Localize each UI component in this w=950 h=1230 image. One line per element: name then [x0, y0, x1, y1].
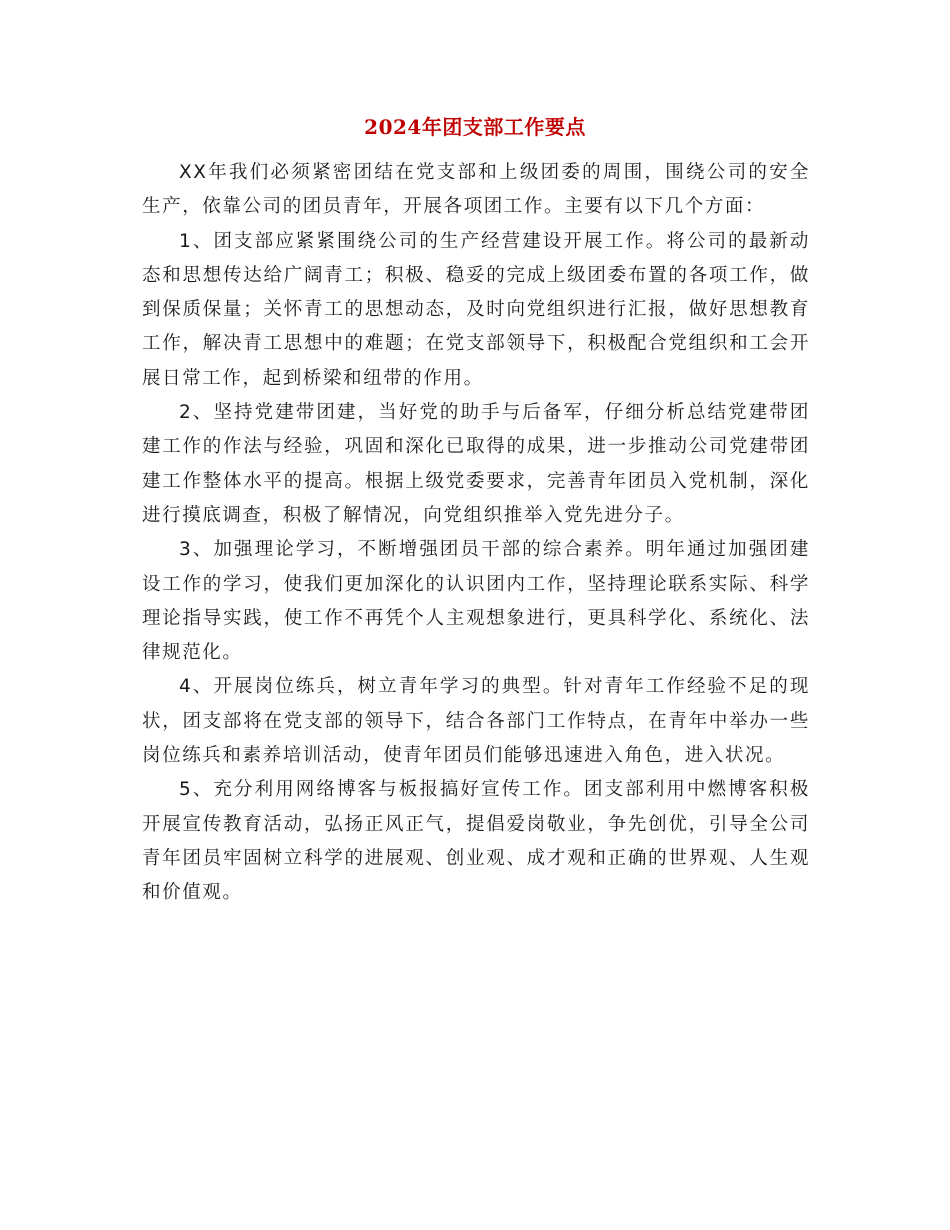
document-title: 2024年团支部工作要点: [364, 115, 586, 139]
intro-paragraph: XX年我们必须紧密团结在党支部和上级团委的周围，围绕公司的安全生产，依靠公司的团员青年，开展各项团工作。主要有以下几个方面：: [142, 162, 810, 218]
point-2-paragraph: 2、坚持党建带团建，当好党的助手与后备军，仔细分析总结党建带团建工作的作法与经验，巩固和深化已取得的成果，进一步推动公司党建带团建工作整体水平的提高。根据上级党委要求，完善青年团员入党机制，深化进行摸底调查，积极了解情况，向党组织推举入党先进分子。: [142, 402, 810, 526]
point-1-paragraph: 1、团支部应紧紧围绕公司的生产经营建设开展工作。将公司的最新动态和思想传达给广阔青工；积极、稳妥的完成上级团委布置的各项工作，做到保质保量；关怀青工的思想动态，及时向党组织进行汇报，做好思想教育工作，解决青工思想中的难题；在党支部领导下，积极配合党组织和工会开展日常工作，起到桥梁和纽带的作用。: [142, 230, 810, 389]
point-4-paragraph: 4、开展岗位练兵，树立青年学习的典型。针对青年工作经验不足的现状，团支部将在党支部的领导下，结合各部门工作特点，在青年中举办一些岗位练兵和素养培训活动，使青年团员们能够迅速进入角色，进入状况。: [142, 676, 810, 767]
document-body: [142, 156, 810, 911]
point-5-paragraph: 5、充分利用网络博客与板报搞好宣传工作。团支部利用中燃博客积极开展宣传教育活动，弘扬正风正气，提倡爱岗敬业，争先创优，引导全公司青年团员牢固树立科学的进展观、创业观、成才观和正确的世界观、人生观和价值观。: [142, 779, 810, 904]
point-3-paragraph: 3、加强理论学习，不断增强团员干部的综合素养。明年通过加强团建设工作的学习，使我们更加深化的认识团内工作，坚持理论联系实际、科学理论指导实践，使工作不再凭个人主观想象进行，更具科学化、系统化、法律规范化。: [142, 539, 810, 664]
